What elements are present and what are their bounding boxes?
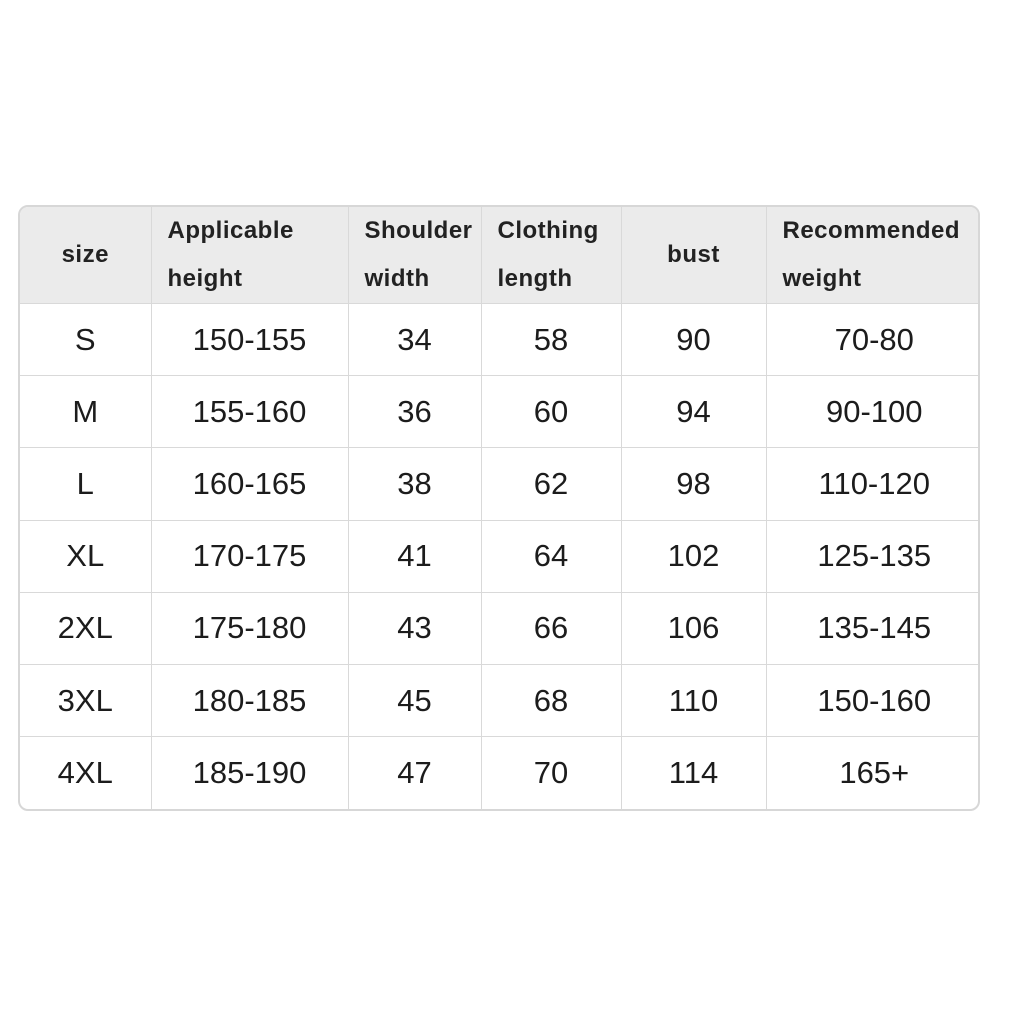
size-chart-table bbox=[18, 205, 980, 811]
cell-applicable-height: 170-175 bbox=[151, 520, 348, 592]
cell-clothing-length: 58 bbox=[481, 304, 621, 376]
cell-applicable-height: 160-165 bbox=[151, 448, 348, 520]
cell-size: XL bbox=[20, 520, 151, 592]
cell-bust: 98 bbox=[621, 448, 766, 520]
header-clothing-length: Clothing length bbox=[481, 207, 621, 304]
cell-size: 3XL bbox=[20, 665, 151, 737]
table-row bbox=[20, 520, 980, 592]
cell-bust: 110 bbox=[621, 665, 766, 737]
cell-applicable-height: 180-185 bbox=[151, 665, 348, 737]
cell-shoulder-width: 38 bbox=[348, 448, 481, 520]
cell-shoulder-width: 47 bbox=[348, 737, 481, 809]
cell-size: 2XL bbox=[20, 592, 151, 664]
header-bust: bust bbox=[621, 207, 766, 304]
cell-shoulder-width: 41 bbox=[348, 520, 481, 592]
cell-recommended-weight: 150-160 bbox=[766, 665, 980, 737]
cell-clothing-length: 70 bbox=[481, 737, 621, 809]
table-row bbox=[20, 448, 980, 520]
header-shoulder-width: Shoulder width bbox=[348, 207, 481, 304]
cell-shoulder-width: 45 bbox=[348, 665, 481, 737]
header-recommended-weight: Recommended weight bbox=[766, 207, 980, 304]
cell-applicable-height: 175-180 bbox=[151, 592, 348, 664]
cell-bust: 114 bbox=[621, 737, 766, 809]
cell-applicable-height: 150-155 bbox=[151, 304, 348, 376]
cell-recommended-weight: 165+ bbox=[766, 737, 980, 809]
cell-bust: 106 bbox=[621, 592, 766, 664]
table-row bbox=[20, 592, 980, 664]
cell-bust: 94 bbox=[621, 376, 766, 448]
header-size: size bbox=[20, 207, 151, 304]
cell-recommended-weight: 135-145 bbox=[766, 592, 980, 664]
cell-shoulder-width: 43 bbox=[348, 592, 481, 664]
size-table bbox=[20, 207, 980, 809]
cell-size: 4XL bbox=[20, 737, 151, 809]
cell-clothing-length: 62 bbox=[481, 448, 621, 520]
table-row bbox=[20, 665, 980, 737]
cell-applicable-height: 155-160 bbox=[151, 376, 348, 448]
cell-clothing-length: 64 bbox=[481, 520, 621, 592]
cell-shoulder-width: 34 bbox=[348, 304, 481, 376]
table-row bbox=[20, 376, 980, 448]
cell-clothing-length: 66 bbox=[481, 592, 621, 664]
table-row bbox=[20, 304, 980, 376]
cell-bust: 90 bbox=[621, 304, 766, 376]
cell-recommended-weight: 90-100 bbox=[766, 376, 980, 448]
cell-size: M bbox=[20, 376, 151, 448]
table-header-row bbox=[20, 207, 980, 304]
table-row bbox=[20, 737, 980, 809]
cell-size: L bbox=[20, 448, 151, 520]
cell-size: S bbox=[20, 304, 151, 376]
cell-recommended-weight: 70-80 bbox=[766, 304, 980, 376]
cell-bust: 102 bbox=[621, 520, 766, 592]
cell-shoulder-width: 36 bbox=[348, 376, 481, 448]
cell-clothing-length: 60 bbox=[481, 376, 621, 448]
header-applicable-height: Applicable height bbox=[151, 207, 348, 304]
cell-recommended-weight: 125-135 bbox=[766, 520, 980, 592]
cell-applicable-height: 185-190 bbox=[151, 737, 348, 809]
cell-clothing-length: 68 bbox=[481, 665, 621, 737]
cell-recommended-weight: 110-120 bbox=[766, 448, 980, 520]
